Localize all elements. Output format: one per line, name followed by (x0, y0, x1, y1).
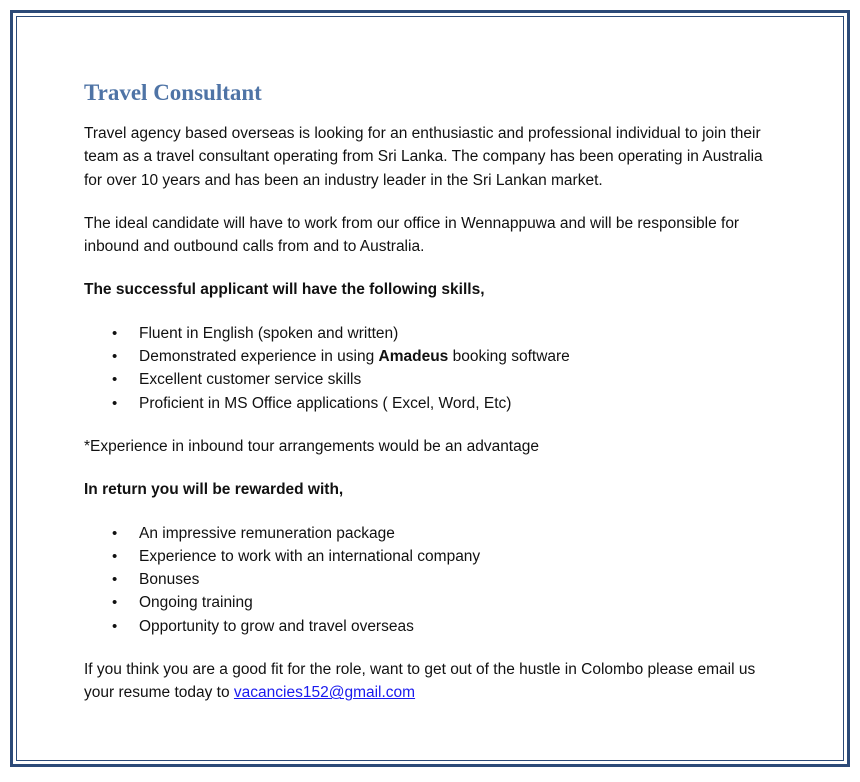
bullet-icon: • (112, 394, 118, 412)
email-link[interactable]: vacancies152@gmail.com (233, 684, 416, 702)
job-title: Travel Consultant (84, 80, 262, 105)
reward-text: Opportunity to grow and travel overseas (139, 617, 414, 635)
reward-text: Ongoing training (139, 594, 253, 612)
closing-text: If you think you are a good fit for the role, want to get out of the hustle in Colombo please email us your resume today to (84, 661, 756, 702)
advantage-note: *Experience in inbound tour arrangements would be an advantage (84, 437, 539, 455)
skill-text-before: Demonstrated experience in using (139, 348, 379, 366)
list-item (84, 568, 784, 591)
bullet-icon: • (112, 571, 118, 589)
bullet-icon: • (112, 524, 118, 542)
reward-text: Bonuses (139, 571, 200, 589)
bullet-icon: • (112, 324, 118, 342)
skills-heading: The successful applicant will have the following skills, (84, 281, 485, 299)
skill-text: Fluent in English (spoken and written) (139, 324, 399, 342)
rewards-list (84, 522, 784, 638)
skill-software-name: Amadeus (378, 348, 449, 366)
ideal-candidate-paragraph: The ideal candidate will have to work from our office in Wennappuwa and will be responsible for inbound and outbound calls from and to Australia. (84, 214, 740, 256)
list-item (84, 322, 784, 345)
reward-text: Experience to work with an international company (139, 547, 481, 565)
rewards-heading: In return you will be rewarded with, (84, 481, 344, 499)
closing-paragraph (84, 658, 784, 705)
skill-text: Proficient in MS Office applications ( Excel, Word, Etc) (139, 394, 512, 412)
skill-text: Excellent customer service skills (139, 371, 362, 389)
skill-text-after: booking software (448, 348, 570, 366)
list-item (84, 591, 784, 614)
intro-paragraph: Travel agency based overseas is looking for an enthusiastic and professional individual to join their team as a travel consultant operating from Sri Lanka. The company has been operating in Australia for over 10 years and has been an industry leader in the Sri Lankan market. (84, 125, 763, 189)
list-item (84, 345, 784, 368)
list-item (84, 392, 784, 415)
bullet-icon: • (112, 371, 118, 389)
skills-list (84, 322, 784, 415)
list-item (84, 615, 784, 638)
reward-text: An impressive remuneration package (139, 524, 395, 542)
bullet-icon: • (112, 594, 118, 612)
bullet-icon: • (112, 348, 118, 366)
list-item (84, 545, 784, 568)
bullet-icon: • (112, 547, 118, 565)
list-item (84, 368, 784, 391)
list-item (84, 522, 784, 545)
bullet-icon: • (112, 617, 118, 635)
job-advertisement (84, 78, 784, 725)
